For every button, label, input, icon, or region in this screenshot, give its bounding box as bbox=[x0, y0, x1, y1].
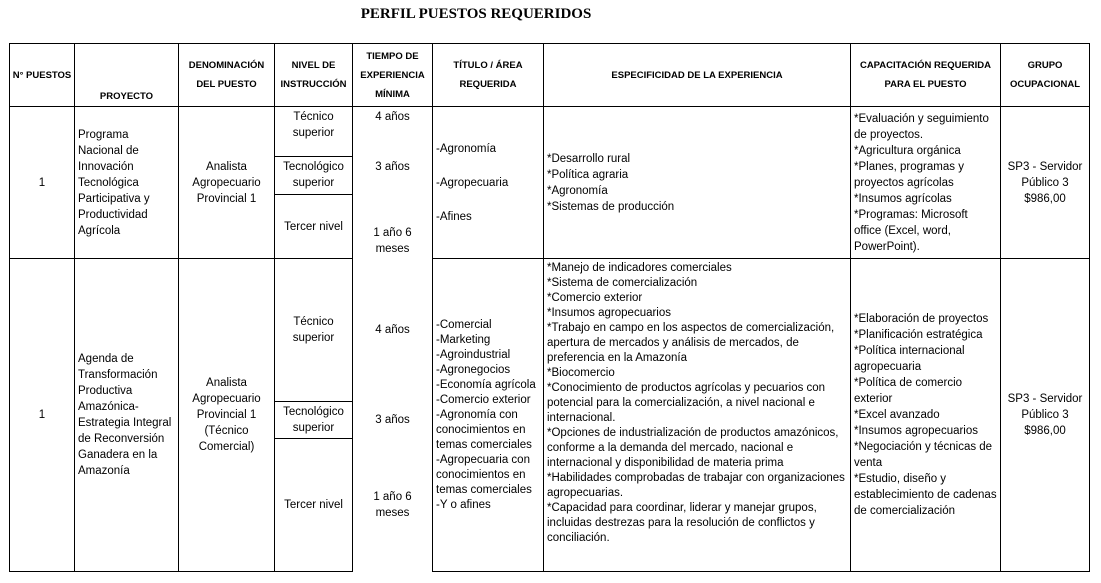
row2-n: 1 bbox=[10, 259, 75, 572]
list-item: *Opciones de industrialización de productos amazónicos, conforme a la demanda del mercado, nacional e internacional y disponibilidad de materia prima bbox=[547, 427, 839, 469]
header-especificidad: ESPECIFICIDAD DE LA EXPERIENCIA bbox=[544, 44, 851, 107]
list-item: -Marketing bbox=[436, 333, 491, 346]
grupo-ocupacional: SP3 - Servidor Público 3 bbox=[1007, 393, 1083, 421]
row2-nivel-2: Tecnológico superior bbox=[275, 402, 353, 439]
row1-tiempo-1: 4 años bbox=[353, 107, 433, 157]
list-item: *Capacidad para coordinar, liderar y manejar grupos, incluidas destrezas para la resolución de conflictos y conciliación. bbox=[547, 502, 817, 544]
row2-denominacion: Analista Agropecuario Provincial 1 (Técnico Comercial) bbox=[179, 259, 275, 572]
header-proyecto: PROYECTO bbox=[75, 44, 179, 107]
row1-n: 1 bbox=[10, 107, 75, 259]
list-item: -Agronomía con conocimientos en temas comerciales bbox=[436, 408, 532, 451]
perfil-table bbox=[9, 43, 1090, 572]
list-item: -Comercial bbox=[436, 318, 492, 331]
list-item: *Elaboración de proyectos bbox=[854, 313, 989, 325]
row2-tiempo-1: 4 años bbox=[353, 259, 433, 402]
list-item: -Economía agrícola bbox=[436, 378, 536, 391]
list-item: *Programas: Microsoft office (Excel, word, PowerPoint). bbox=[854, 208, 968, 253]
row1-especificidad bbox=[544, 107, 851, 259]
row2-tiempo-2: 3 años bbox=[353, 402, 433, 439]
list-item: *Planes, programas y proyectos agrícolas bbox=[854, 160, 964, 189]
header-denominacion: DENOMINACIÓN DEL PUESTO bbox=[179, 44, 275, 107]
list-item: *Política internacional agropecuaria bbox=[854, 345, 965, 373]
list-item: *Comercio exterior bbox=[547, 292, 643, 304]
row2-grupo bbox=[1001, 259, 1090, 572]
row2-especificidad bbox=[544, 259, 851, 572]
header-grupo: GRUPO OCUPACIONAL bbox=[1001, 44, 1090, 107]
salario: $986,00 bbox=[1024, 425, 1066, 437]
list-item: *Agronomía bbox=[547, 184, 608, 197]
table-row bbox=[10, 259, 1090, 402]
list-item: *Trabajo en campo en los aspectos de comercialización, apertura de mercados y análisis de mercados, de preferencia en la Amazonía bbox=[547, 322, 835, 364]
list-item: *Habilidades comprobadas de trabajar con organizaciones agropecuarias. bbox=[547, 472, 845, 499]
list-item: *Política agraria bbox=[547, 168, 629, 181]
row2-capacitacion bbox=[851, 259, 1001, 572]
list-item: *Negociación y técnicas de venta bbox=[854, 441, 993, 469]
row1-proyecto: Programa Nacional de Innovación Tecnológica Participativa y Productividad Agrícola bbox=[75, 107, 179, 259]
row2-nivel-3: Tercer nivel bbox=[275, 439, 353, 572]
list-item: *Sistema de comercialización bbox=[547, 277, 698, 289]
list-item: *Estudio, diseño y establecimiento de cadenas de comercialización bbox=[854, 473, 997, 517]
list-item: -Agroindustrial bbox=[436, 348, 511, 361]
list-item: -Comercio exterior bbox=[436, 393, 531, 406]
page-title: PERFIL PUESTOS REQUERIDOS bbox=[360, 6, 592, 22]
row1-nivel-1: Técnico superior bbox=[275, 107, 353, 157]
list-item: -Agronegocios bbox=[436, 363, 511, 376]
row1-tiempo-2: 3 años bbox=[353, 157, 433, 195]
list-item: *Excel avanzado bbox=[854, 409, 940, 421]
row2-proyecto: Agenda de Transformación Productiva Amazónica- Estrategia Integral de Reconversión Ganadera en la Amazonía bbox=[75, 259, 179, 572]
list-item: *Agricultura orgánica bbox=[854, 144, 961, 157]
row1-nivel-3: Tercer nivel bbox=[275, 195, 353, 259]
header-n-puestos: N° PUESTOS bbox=[10, 44, 75, 107]
row2-nivel-1: Técnico superior bbox=[275, 259, 353, 402]
row2-titulo bbox=[433, 259, 544, 572]
list-item: *Planificación estratégica bbox=[854, 329, 983, 341]
row1-titulo bbox=[433, 107, 544, 259]
list-item: -Afines bbox=[436, 210, 472, 223]
list-item: -Y o afines bbox=[436, 498, 491, 511]
list-item: -Agropecuaria con conocimientos en temas comerciales bbox=[436, 453, 532, 496]
row1-grupo bbox=[1001, 107, 1090, 259]
list-item: *Insumos agropecuarios bbox=[547, 307, 672, 319]
list-item: *Evaluación y seguimiento de proyectos. bbox=[854, 112, 989, 141]
row2-tiempo-3: 1 año 6 meses bbox=[353, 439, 433, 572]
list-item: *Manejo de indicadores comerciales bbox=[547, 262, 732, 274]
header-nivel: NIVEL DE INSTRUCCIÓN bbox=[275, 44, 353, 107]
list-item: -Agropecuaria bbox=[436, 176, 509, 189]
list-item: *Política de comercio exterior bbox=[854, 377, 963, 405]
header-capacitacion: CAPACITACIÓN REQUERIDA PARA EL PUESTO bbox=[851, 44, 1001, 107]
list-item: *Sistemas de producción bbox=[547, 200, 675, 213]
table-row bbox=[10, 107, 1090, 157]
list-item: *Insumos agrícolas bbox=[854, 192, 952, 205]
header-tiempo: TIEMPO DE EXPERIENCIA MÍNIMA bbox=[353, 44, 433, 107]
row1-nivel-2: Tecnológico superior bbox=[275, 157, 353, 195]
row1-tiempo-3: 1 año 6 meses bbox=[353, 195, 433, 259]
list-item: *Biocomercio bbox=[547, 367, 615, 379]
header-titulo: TÍTULO / ÁREA REQUERIDA bbox=[433, 44, 544, 107]
list-item: *Insumos agropecuarios bbox=[854, 425, 979, 437]
row1-capacitacion bbox=[851, 107, 1001, 259]
list-item: *Conocimiento de productos agrícolas y pecuarios con potencial para la comercialización, a nivel nacional e internacional. bbox=[547, 382, 826, 424]
grupo-ocupacional: SP3 - Servidor Público 3 bbox=[1007, 160, 1083, 189]
list-item: -Agronomía bbox=[436, 142, 497, 155]
header-row bbox=[10, 44, 1090, 107]
list-item: *Desarrollo rural bbox=[547, 152, 631, 165]
row1-denominacion: Analista Agropecuario Provincial 1 bbox=[179, 107, 275, 259]
salario: $986,00 bbox=[1024, 192, 1066, 205]
